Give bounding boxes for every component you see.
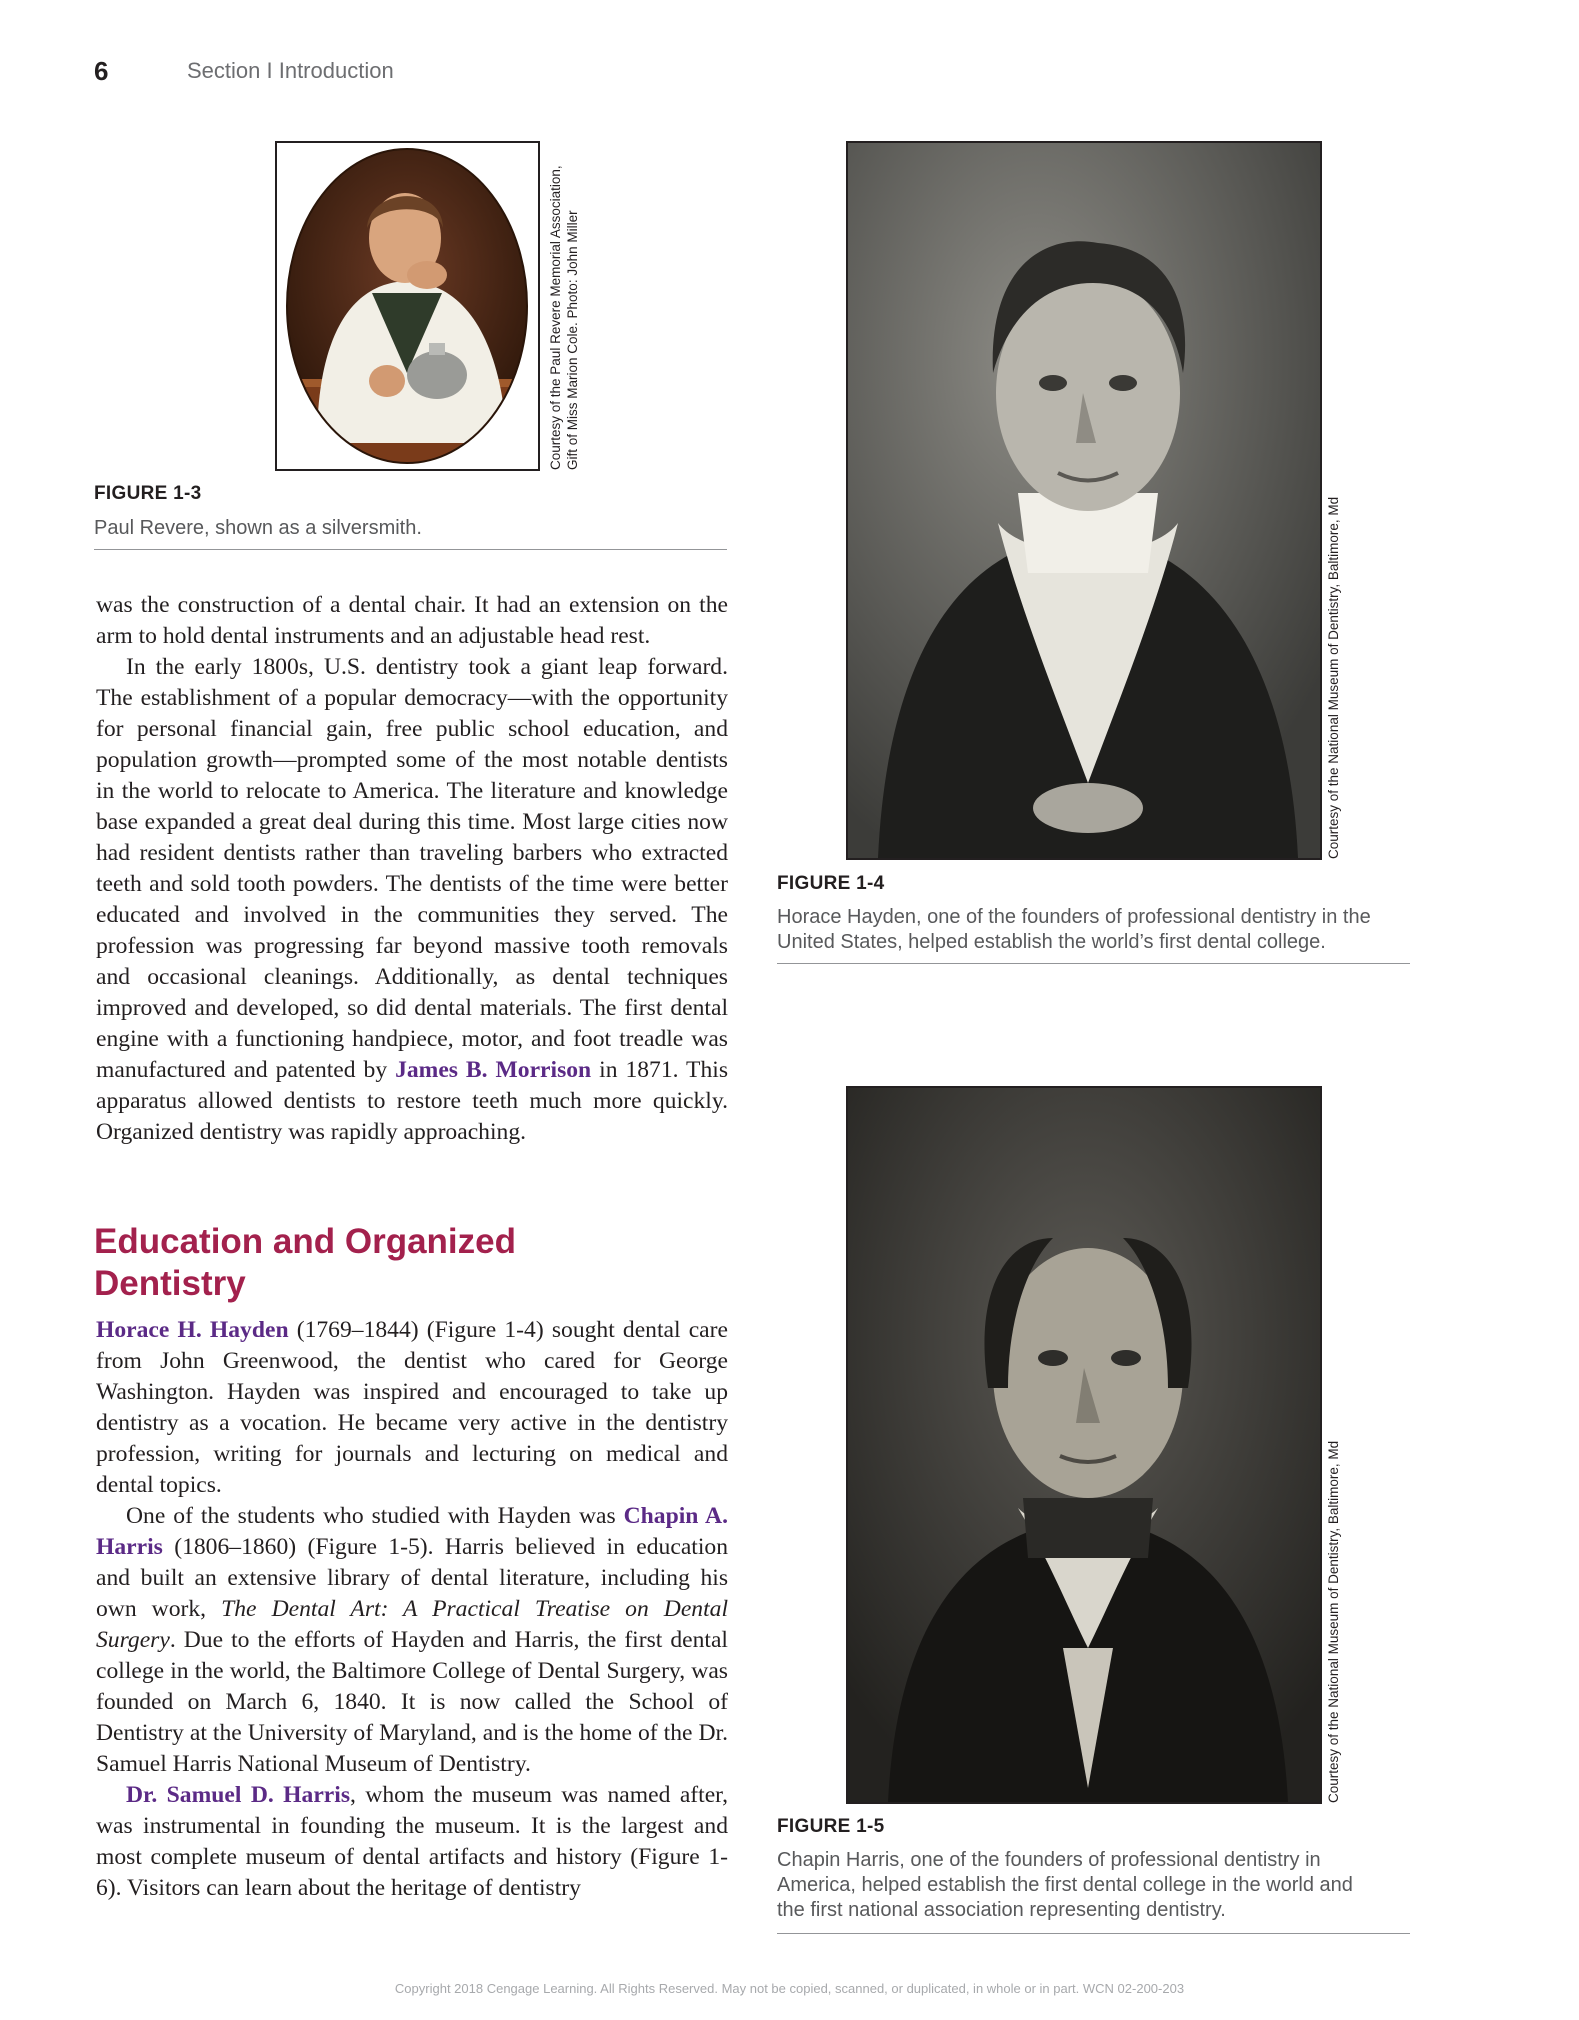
figure-1-3-label: FIGURE 1-3 xyxy=(94,483,202,504)
paragraph-hayden-text: (1769–1844) (Figure 1-4) sought dental care from John Greenwood, the dentist who cared for George Washington. Hayden was inspired and encouraged to take up dentistry as a vocation. He became very active in the dentistry profession, writing for journals and lecturing on medical and dental topics. xyxy=(96,1317,728,1498)
figure-1-5-caption-line1: Chapin Harris, one of the founders of professional dentistry in xyxy=(777,1849,1321,1871)
figure-1-3-caption: Paul Revere, shown as a silversmith. xyxy=(94,517,422,539)
figure-1-5-caption-line3: the first national association representing dentistry. xyxy=(777,1899,1226,1921)
term-chapin-harris: Chapin A. Harris xyxy=(96,1503,728,1560)
figure-1-5-rule xyxy=(777,1933,1410,1934)
figure-1-3-credit-line2: Gift of Miss Marion Cole. Photo: John Miller xyxy=(565,210,580,470)
figure-1-4-caption xyxy=(777,905,1371,955)
copyright-footer: Copyright 2018 Cengage Learning. All Rights Reserved. May not be copied, scanned, or duplicated, in whole or in part. WCN 02-200-203 xyxy=(394,1981,1185,1996)
figure-1-5-caption xyxy=(777,1848,1353,1923)
section-heading xyxy=(94,1221,516,1305)
portrait-man-icon xyxy=(848,143,1320,858)
figure-1-4-image xyxy=(846,141,1322,860)
figure-1-4-caption-line1: Horace Hayden, one of the founders of professional dentistry in the xyxy=(777,906,1371,928)
figure-1-4-caption-line2: United States, helped establish the world’s first dental college. xyxy=(777,931,1326,953)
paragraph-samuel-harris xyxy=(96,1780,728,1904)
paragraph-chapin-harris xyxy=(96,1501,728,1780)
figure-1-5-credit: Courtesy of the National Museum of Dentistry, Baltimore, Md xyxy=(1326,1440,1341,1803)
figure-1-3-rule xyxy=(94,549,727,550)
figure-1-3-credit-line1: Courtesy of the Paul Revere Memorial Association, xyxy=(548,165,563,470)
portrait-silversmith-icon xyxy=(277,143,538,469)
figure-1-5-image xyxy=(846,1086,1322,1804)
running-head: Section I Introduction xyxy=(187,58,394,83)
paragraph-early-1800s-text-b: in 1871. This apparatus allowed dentists to restore teeth much more quickly. Organized dentistry was rapidly approaching. xyxy=(96,1057,728,1145)
paragraph-early-1800s-text-a: In the early 1800s, U.S. dentistry took a giant leap forward. The establishment of a popular democracy—with the opportunity for personal financial gain, free public school education, and population growth—prompted some of the most notable dentists in the world to relocate to America. The literature and knowledge base expanded a great deal during this time. Most large cities now had resident dentists rather than traveling barbers who extracted teeth and sold tooth powders. The dentists of the time were better educated and involved in the communities they served. The profession was progressing far beyond massive tooth removals and occasional cleanings. Additionally, as dental techniques improved and developed, so did dental materials. The first dental engine with a functioning handpiece, motor, and foot treadle was manufactured and patented by xyxy=(96,654,728,1083)
term-james-morrison: James B. Morrison xyxy=(395,1057,592,1083)
term-samuel-harris: Dr. Samuel D. Harris xyxy=(126,1782,351,1808)
section-heading-line2: Dentistry xyxy=(94,1264,246,1303)
figure-1-4-label: FIGURE 1-4 xyxy=(777,873,885,894)
paragraph-dental-chair: was the construction of a dental chair. It had an extension on the arm to hold dental instruments and an adjustable head rest. xyxy=(96,592,728,649)
paragraph-early-1800s xyxy=(96,652,728,1148)
body-column-bottom xyxy=(96,1315,728,1904)
page-number: 6 xyxy=(94,56,109,86)
paragraph-chapin-harris-text-b: (1806–1860) (Figure 1-5). Harris believed in education and built an extensive library of dental literature, including his own work, xyxy=(96,1534,728,1622)
paragraph-chapin-harris-text-a: One of the students who studied with Hayden was xyxy=(126,1503,616,1529)
figure-1-5-label: FIGURE 1-5 xyxy=(777,1816,885,1837)
figure-1-4-rule xyxy=(777,963,1410,964)
figure-1-3-image xyxy=(275,141,540,471)
section-heading-line1: Education and Organized xyxy=(94,1222,516,1261)
figure-1-5-caption-line2: America, helped establish the first dental college in the world and xyxy=(777,1874,1353,1896)
body-column-top xyxy=(96,590,728,1148)
book-title: The Dental Art: A Practical Treatise on Dental Surgery xyxy=(96,1596,729,1653)
paragraph-samuel-harris-text: , whom the museum was named after, was instrumental in founding the museum. It is the largest and most complete museum of dental artifacts and history (Figure 1-6). Visitors can learn about the heritage of dentistry xyxy=(96,1782,728,1901)
paragraph-hayden xyxy=(96,1315,728,1501)
portrait-man-icon xyxy=(848,1088,1320,1802)
term-horace-hayden: Horace H. Hayden xyxy=(96,1317,289,1343)
figure-1-4-credit: Courtesy of the National Museum of Dentistry, Baltimore, Md xyxy=(1326,496,1341,859)
figure-1-3-credit xyxy=(547,165,581,470)
paragraph-chapin-harris-text-c: . Due to the efforts of Hayden and Harris, the first dental college in the world, the Baltimore College of Dental Surgery, was founded on March 6, 1840. It is now called the School of Dentistry at the University of Maryland, and is the home of the Dr. Samuel Harris National Museum of Dentistry. xyxy=(96,1627,728,1777)
